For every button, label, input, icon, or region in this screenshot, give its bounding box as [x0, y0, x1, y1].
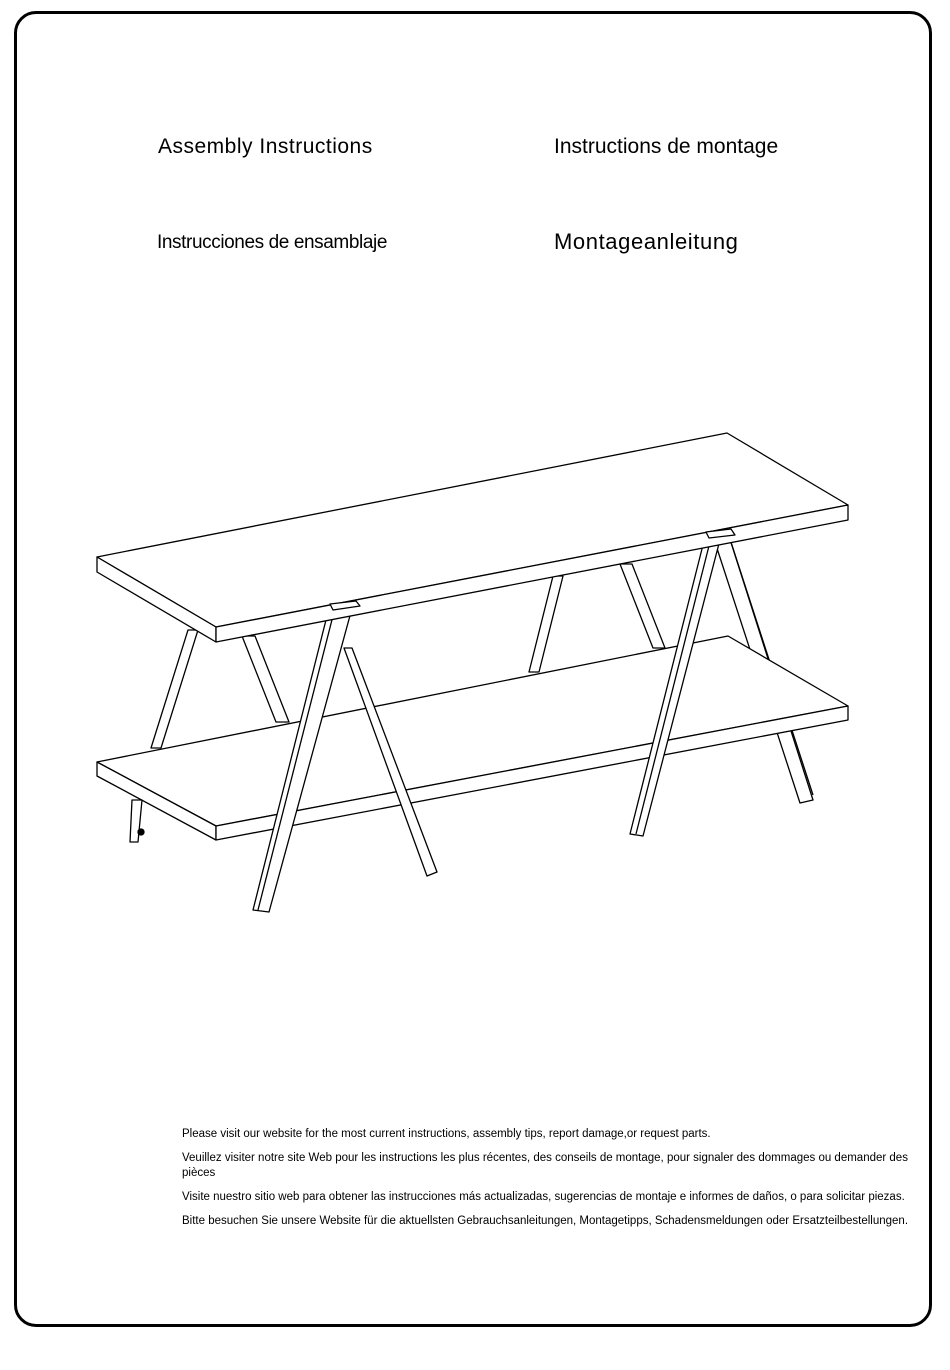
footer-french: Veuillez visiter notre site Web pour les instructions les plus récentes, des conseils de montage, pour signaler des dommages ou demander des pièces — [182, 1152, 908, 1179]
title-english: Assembly Instructions — [158, 135, 373, 158]
footer-notice — [182, 1127, 912, 1238]
title-german: Montageanleitung — [554, 229, 739, 254]
footer-spanish: Visite nuestro sitio web para obtener las instrucciones más actualizadas, sugerencias de montaje e informes de daños, o para solicitar piezas. — [182, 1191, 905, 1203]
title-french: Instructions de montage — [554, 135, 779, 158]
top-shelf — [97, 433, 848, 642]
bottom-shelf — [97, 636, 848, 840]
back-left-leg-foot — [130, 800, 144, 842]
footer-german: Bitte besuchen Sie unsere Website für die aktuellsten Gebrauchsanleitungen, Montagetipps, Schadensmeldungen oder Ersatzteilbestellungen. — [182, 1215, 909, 1227]
title-spanish: Instrucciones de ensamblaje — [157, 232, 388, 253]
footer-english: Please visit our website for the most current instructions, assembly tips, report damage,or request parts. — [182, 1128, 711, 1140]
